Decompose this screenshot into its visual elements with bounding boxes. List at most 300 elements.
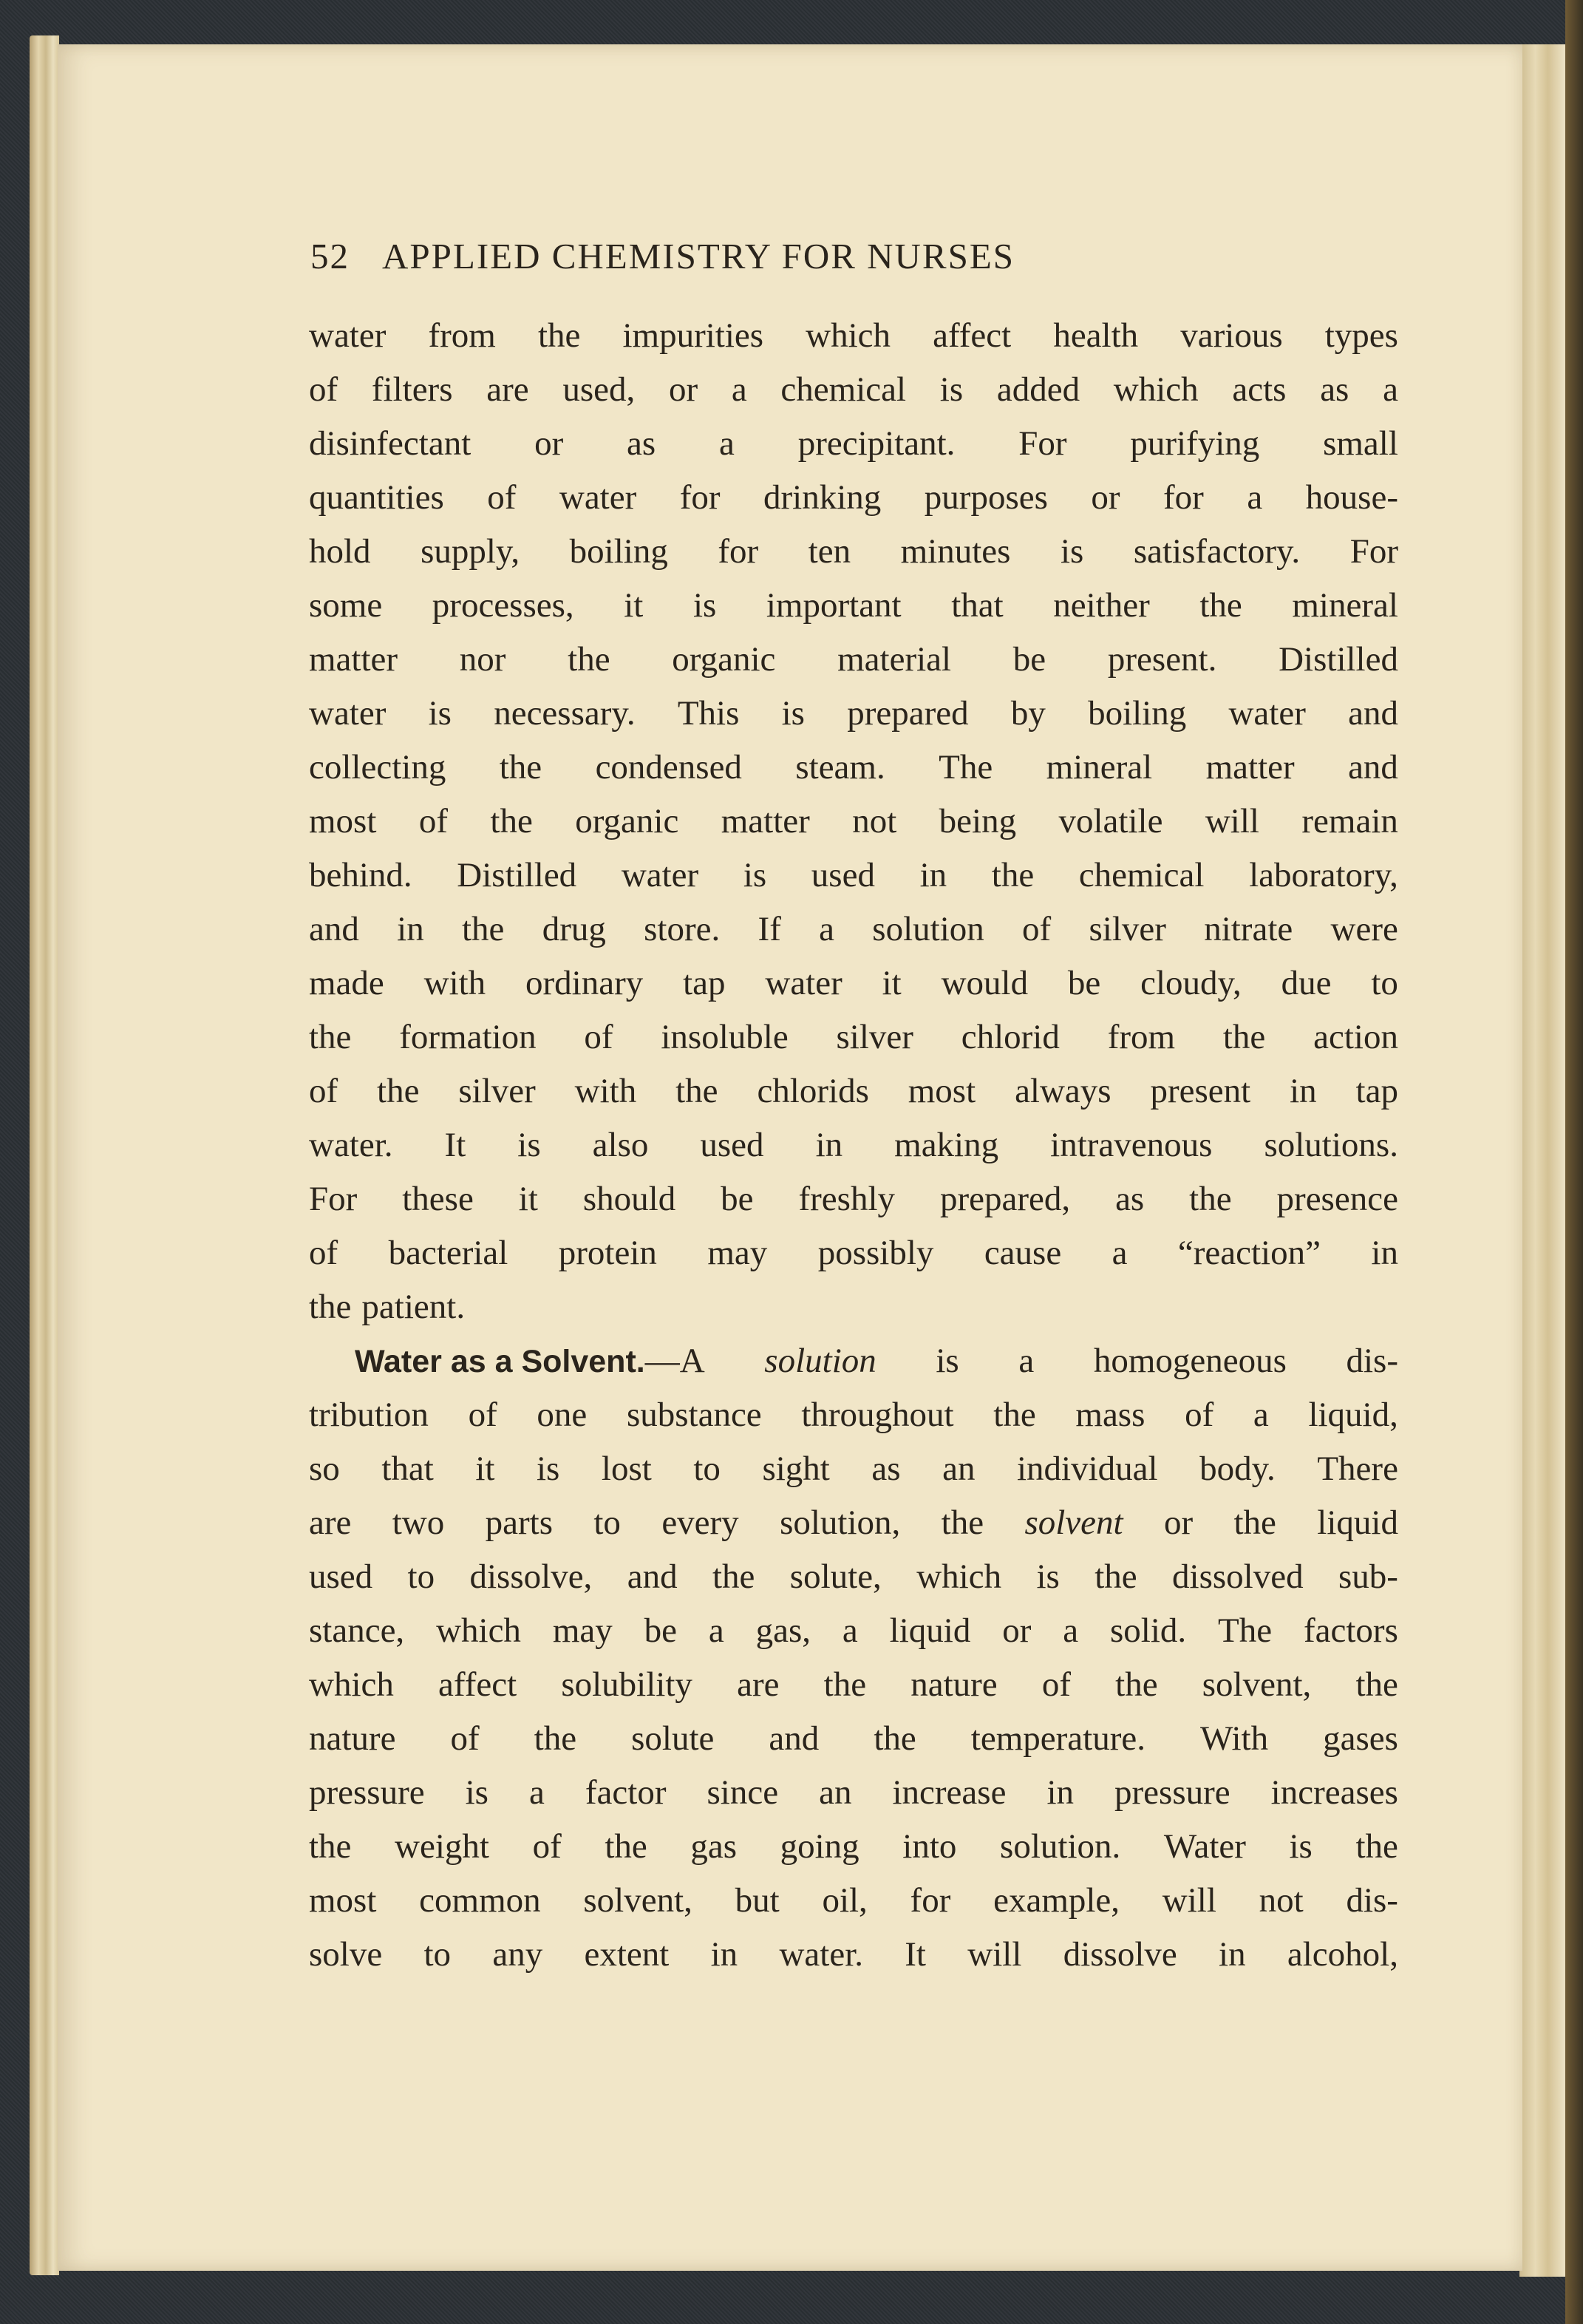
word: prepared, — [939, 1180, 1071, 1218]
word: disinfectant — [309, 424, 472, 463]
word: house- — [1305, 478, 1398, 517]
word: The — [939, 748, 993, 786]
word: insoluble — [661, 1018, 789, 1056]
word: a — [1383, 370, 1398, 409]
word: mass — [1075, 1396, 1145, 1434]
word: dissolved — [1172, 1557, 1304, 1596]
word: the — [1115, 1665, 1158, 1704]
word: dissolve, — [469, 1557, 593, 1596]
word: formation — [399, 1018, 537, 1056]
word: making — [894, 1126, 999, 1164]
running-header — [310, 235, 1286, 277]
word: solvent, — [1202, 1665, 1312, 1704]
word: or — [668, 370, 698, 409]
word: mineral — [1292, 586, 1398, 625]
word: body. — [1199, 1450, 1276, 1488]
word: solute, — [789, 1557, 882, 1596]
word: are — [737, 1665, 780, 1704]
text-line — [309, 687, 1398, 741]
word: is — [743, 856, 767, 894]
word: water — [559, 478, 637, 517]
word: chlorids — [757, 1072, 869, 1110]
word: volatile — [1058, 802, 1163, 840]
word: since — [707, 1773, 779, 1812]
text-line — [309, 1442, 1398, 1496]
word: in — [1290, 1072, 1317, 1110]
word: and — [769, 1719, 820, 1758]
word: is — [1036, 1557, 1060, 1596]
word: and — [1348, 748, 1398, 786]
word: in — [1371, 1234, 1398, 1272]
text-line — [309, 1550, 1398, 1604]
word: is — [781, 694, 805, 733]
word: common — [419, 1881, 541, 1920]
word: of — [418, 802, 448, 840]
word: as — [1320, 370, 1349, 409]
word: sub- — [1338, 1557, 1398, 1596]
word: cloudy, — [1140, 964, 1242, 1002]
word: were — [1330, 910, 1398, 948]
word: used — [811, 856, 875, 894]
word: by — [1010, 694, 1046, 733]
word: are — [486, 370, 529, 409]
word: condensed — [595, 748, 742, 786]
word: the — [941, 1504, 984, 1542]
word: of — [1022, 910, 1052, 948]
word: a — [731, 370, 747, 409]
text-line — [309, 1658, 1398, 1712]
paragraph-water-impurities — [309, 309, 1398, 1334]
word: going — [780, 1827, 859, 1866]
word: the — [534, 1719, 577, 1758]
page-number: 52 — [310, 236, 350, 276]
word: acts — [1232, 370, 1287, 409]
word: a — [1247, 478, 1263, 517]
word: and — [1348, 694, 1398, 733]
word: For — [309, 1180, 358, 1218]
word: increase — [892, 1773, 1007, 1812]
word: it — [624, 586, 644, 625]
word: which — [436, 1611, 521, 1650]
word: into — [902, 1827, 957, 1866]
paragraph-water-as-solvent — [309, 1334, 1398, 1982]
word: material — [837, 640, 952, 679]
word: pressure — [309, 1773, 425, 1812]
word: dissolve — [1063, 1935, 1177, 1974]
word: to — [407, 1557, 435, 1596]
word: used, — [562, 370, 636, 409]
word: to — [423, 1935, 452, 1974]
word: the — [1222, 1018, 1266, 1056]
word: in — [1046, 1773, 1075, 1812]
word: is — [517, 1126, 541, 1164]
text-line — [309, 849, 1398, 903]
word: organic — [672, 640, 776, 679]
word: drinking — [763, 478, 882, 517]
word: due — [1281, 964, 1332, 1002]
word: of — [584, 1018, 613, 1056]
word: For — [1349, 532, 1398, 571]
word: ordinary — [525, 964, 644, 1002]
word: tribution — [309, 1396, 429, 1434]
word: the — [1355, 1665, 1398, 1704]
word: With — [1199, 1719, 1269, 1758]
word: This — [677, 694, 740, 733]
word: prepared — [847, 694, 969, 733]
word: it — [518, 1180, 538, 1218]
word: mineral — [1046, 748, 1153, 786]
word: the — [568, 640, 610, 679]
word: drug — [542, 910, 606, 948]
word: solute — [631, 1719, 715, 1758]
word: nitrate — [1204, 910, 1293, 948]
word: in — [815, 1126, 843, 1164]
word: is — [936, 1342, 959, 1380]
word: weight — [395, 1827, 489, 1866]
word: most — [309, 802, 377, 840]
word: the — [499, 748, 542, 786]
word: solid. — [1109, 1611, 1187, 1650]
word: supply, — [421, 532, 520, 571]
word: of — [468, 1396, 497, 1434]
word: so — [309, 1450, 340, 1488]
word: silver — [458, 1072, 536, 1110]
word: —A — [644, 1342, 705, 1380]
text-line — [309, 1820, 1398, 1874]
word: store. — [644, 910, 721, 948]
word: temperature. — [970, 1719, 1145, 1758]
word: the — [1095, 1557, 1137, 1596]
word: for — [679, 478, 721, 517]
word: would — [941, 964, 1029, 1002]
word: Water — [1163, 1827, 1246, 1866]
word: satisfactory. — [1133, 532, 1301, 571]
word: purposes — [924, 478, 1048, 517]
word: of — [309, 1234, 338, 1272]
word: intravenous — [1050, 1126, 1213, 1164]
word: precipitant. — [797, 424, 956, 463]
word: factor — [585, 1773, 667, 1812]
word: the — [309, 1018, 352, 1056]
word: may — [552, 1611, 613, 1650]
word: made — [309, 964, 384, 1002]
word: will — [1205, 802, 1259, 840]
word: is — [1289, 1827, 1313, 1866]
text-line — [309, 1280, 1398, 1334]
word: it — [882, 964, 902, 1002]
word: a — [819, 910, 835, 948]
word: alcohol, — [1287, 1935, 1398, 1974]
text-line — [309, 1496, 1398, 1550]
word: impurities — [622, 316, 764, 355]
word: chemical — [1078, 856, 1205, 894]
word: substance — [626, 1396, 762, 1434]
word: boiling — [569, 532, 668, 571]
text-line — [309, 525, 1398, 579]
text-line — [309, 1928, 1398, 1982]
word: added — [996, 370, 1080, 409]
word: quantities — [309, 478, 444, 517]
word: pressure — [1114, 1773, 1230, 1812]
text-line — [309, 1766, 1398, 1820]
word: chemical — [780, 370, 907, 409]
word: silver — [836, 1018, 913, 1056]
word: an — [942, 1450, 976, 1488]
word: is — [1060, 532, 1084, 571]
word: is — [692, 586, 717, 625]
word: to — [1371, 964, 1398, 1002]
word: will — [1162, 1881, 1216, 1920]
body-text — [309, 309, 1398, 1982]
word: nor — [459, 640, 506, 679]
word: also — [592, 1126, 649, 1164]
section-heading: Water as a Solvent. — [355, 1344, 645, 1379]
word: neither — [1053, 586, 1150, 625]
word: solve — [309, 1935, 383, 1974]
word: “reaction” — [1177, 1234, 1321, 1272]
word: to — [593, 1504, 621, 1542]
word: be — [721, 1180, 754, 1218]
word: possibly — [817, 1234, 934, 1272]
word: is — [537, 1450, 560, 1488]
word: the — [823, 1665, 867, 1704]
word: Distilled — [1279, 640, 1398, 679]
page-stack-left-edge — [30, 35, 59, 2275]
word: individual — [1016, 1450, 1158, 1488]
word: solution, — [780, 1504, 901, 1542]
word: Distilled — [457, 856, 577, 894]
word: water — [1228, 694, 1306, 733]
word: tap — [683, 964, 726, 1002]
word: a — [842, 1611, 858, 1650]
word: of — [1041, 1665, 1071, 1704]
heading-group — [355, 1334, 705, 1388]
word: as — [871, 1450, 901, 1488]
word: a — [1063, 1611, 1079, 1650]
word: for — [718, 532, 759, 571]
word: being — [939, 802, 1017, 840]
word: solvent, — [583, 1881, 692, 1920]
text-line — [309, 363, 1398, 417]
word: It — [905, 1935, 926, 1974]
word: which — [806, 316, 891, 355]
word: nature — [910, 1665, 998, 1704]
word: minutes — [900, 532, 1011, 571]
word: freshly — [798, 1180, 896, 1218]
word: remain — [1301, 802, 1398, 840]
word: gas, — [755, 1611, 811, 1650]
word: water. — [779, 1935, 863, 1974]
word: the — [712, 1557, 755, 1596]
word: of — [309, 1072, 338, 1110]
word: of — [309, 370, 338, 409]
word: in — [919, 856, 947, 894]
word: or — [534, 424, 564, 463]
word: water — [309, 694, 387, 733]
word: the — [605, 1827, 647, 1866]
word: the — [537, 316, 581, 355]
text-line — [309, 471, 1398, 525]
word: of — [1185, 1396, 1214, 1434]
word: every — [661, 1504, 739, 1542]
word: the — [675, 1072, 718, 1110]
word: and — [309, 910, 359, 948]
word: oil, — [822, 1881, 868, 1920]
word: presence — [1276, 1180, 1398, 1218]
word: the — [993, 1396, 1036, 1434]
text-line — [309, 741, 1398, 795]
word: the — [377, 1072, 420, 1110]
word: for — [1163, 478, 1204, 517]
word: the — [1233, 1504, 1276, 1542]
book-spine-edge — [1565, 0, 1583, 2324]
word: factors — [1303, 1611, 1398, 1650]
word: from — [428, 316, 496, 355]
word: matter — [309, 640, 398, 679]
word: with — [423, 964, 486, 1002]
word: dis- — [1346, 1881, 1398, 1920]
word: most — [309, 1881, 377, 1920]
word: to — [693, 1450, 721, 1488]
word: a — [529, 1773, 545, 1812]
word: dis- — [1346, 1342, 1398, 1380]
word: as — [627, 424, 656, 463]
word: a — [719, 424, 735, 463]
word: affect — [933, 316, 1012, 355]
word: gases — [1323, 1719, 1398, 1758]
word: example, — [993, 1881, 1120, 1920]
text-line — [309, 1604, 1398, 1658]
word: throughout — [801, 1396, 954, 1434]
word: be — [1012, 640, 1046, 679]
word: of — [532, 1827, 562, 1866]
word: laboratory, — [1249, 856, 1398, 894]
word: are — [309, 1504, 352, 1542]
word: silver — [1089, 910, 1166, 948]
text-line — [309, 1712, 1398, 1766]
word: extent — [584, 1935, 670, 1974]
word: nature — [309, 1719, 396, 1758]
word: two — [392, 1504, 445, 1542]
text-line — [309, 1226, 1398, 1280]
text-line — [309, 579, 1398, 633]
word: an — [819, 1773, 852, 1812]
word: be — [1067, 964, 1101, 1002]
word: stance, — [309, 1611, 405, 1650]
word: solution — [872, 910, 984, 948]
word: parts — [485, 1504, 553, 1542]
word: matter — [1205, 748, 1295, 786]
word: some — [309, 586, 383, 625]
word: liquid, — [1308, 1396, 1398, 1434]
text-line — [309, 1172, 1398, 1226]
text-line — [309, 1010, 1398, 1064]
word: and — [627, 1557, 678, 1596]
word: the — [462, 910, 505, 948]
word: used — [309, 1557, 373, 1596]
word: solution — [764, 1342, 876, 1380]
word: gas — [690, 1827, 738, 1866]
word: cause — [984, 1234, 1062, 1272]
word: solubility — [561, 1665, 692, 1704]
word: increases — [1270, 1773, 1398, 1812]
word: in — [1219, 1935, 1246, 1974]
word: the — [874, 1719, 916, 1758]
word: that — [381, 1450, 434, 1488]
word: health — [1053, 316, 1139, 355]
word: is — [939, 370, 964, 409]
word: small — [1323, 424, 1398, 463]
word: of — [487, 478, 517, 517]
word: ten — [808, 532, 851, 571]
word: the — [309, 1827, 352, 1866]
text-line — [309, 903, 1398, 957]
word: will — [967, 1935, 1022, 1974]
word: which — [916, 1557, 1002, 1596]
word: may — [707, 1234, 768, 1272]
word: from — [1107, 1018, 1176, 1056]
word: solution. — [1000, 1827, 1121, 1866]
word: which — [1113, 370, 1199, 409]
text-line — [309, 1118, 1398, 1172]
word: various — [1180, 316, 1283, 355]
word: in — [710, 1935, 738, 1974]
word: with — [574, 1072, 637, 1110]
word: but — [735, 1881, 780, 1920]
word: which — [309, 1665, 394, 1704]
word: liquid — [889, 1611, 971, 1650]
text-line — [309, 1388, 1398, 1442]
word: the — [309, 1288, 352, 1326]
word: purifying — [1130, 424, 1260, 463]
word: the — [1189, 1180, 1232, 1218]
word: lost — [601, 1450, 652, 1488]
word: organic — [575, 802, 679, 840]
word: that — [951, 586, 1004, 625]
word: the — [1355, 1827, 1398, 1866]
word: one — [537, 1396, 588, 1434]
word: solutions. — [1264, 1126, 1398, 1164]
word: is — [428, 694, 452, 733]
word: or — [1091, 478, 1120, 517]
running-title: APPLIED CHEMISTRY FOR NURSES — [382, 236, 1015, 276]
word: a — [708, 1611, 724, 1650]
word: filters — [371, 370, 453, 409]
word: The — [1218, 1611, 1273, 1650]
text-line — [309, 633, 1398, 687]
word: patient. — [361, 1288, 466, 1326]
word: solvent — [1024, 1504, 1123, 1542]
word: not — [852, 802, 897, 840]
word: should — [582, 1180, 676, 1218]
text-line — [309, 1874, 1398, 1928]
word: homogeneous — [1093, 1342, 1287, 1380]
word: used — [700, 1126, 764, 1164]
word: most — [908, 1072, 976, 1110]
word: matter — [721, 802, 810, 840]
word: chlorid — [961, 1018, 1060, 1056]
word: water — [309, 316, 387, 355]
word: water — [765, 964, 842, 1002]
word: necessary. — [494, 694, 636, 733]
word: types — [1324, 316, 1398, 355]
text-line — [309, 957, 1398, 1010]
word: bacterial — [388, 1234, 508, 1272]
word: sight — [762, 1450, 830, 1488]
word: for — [910, 1881, 951, 1920]
word: always — [1015, 1072, 1111, 1110]
word: water — [621, 856, 699, 894]
